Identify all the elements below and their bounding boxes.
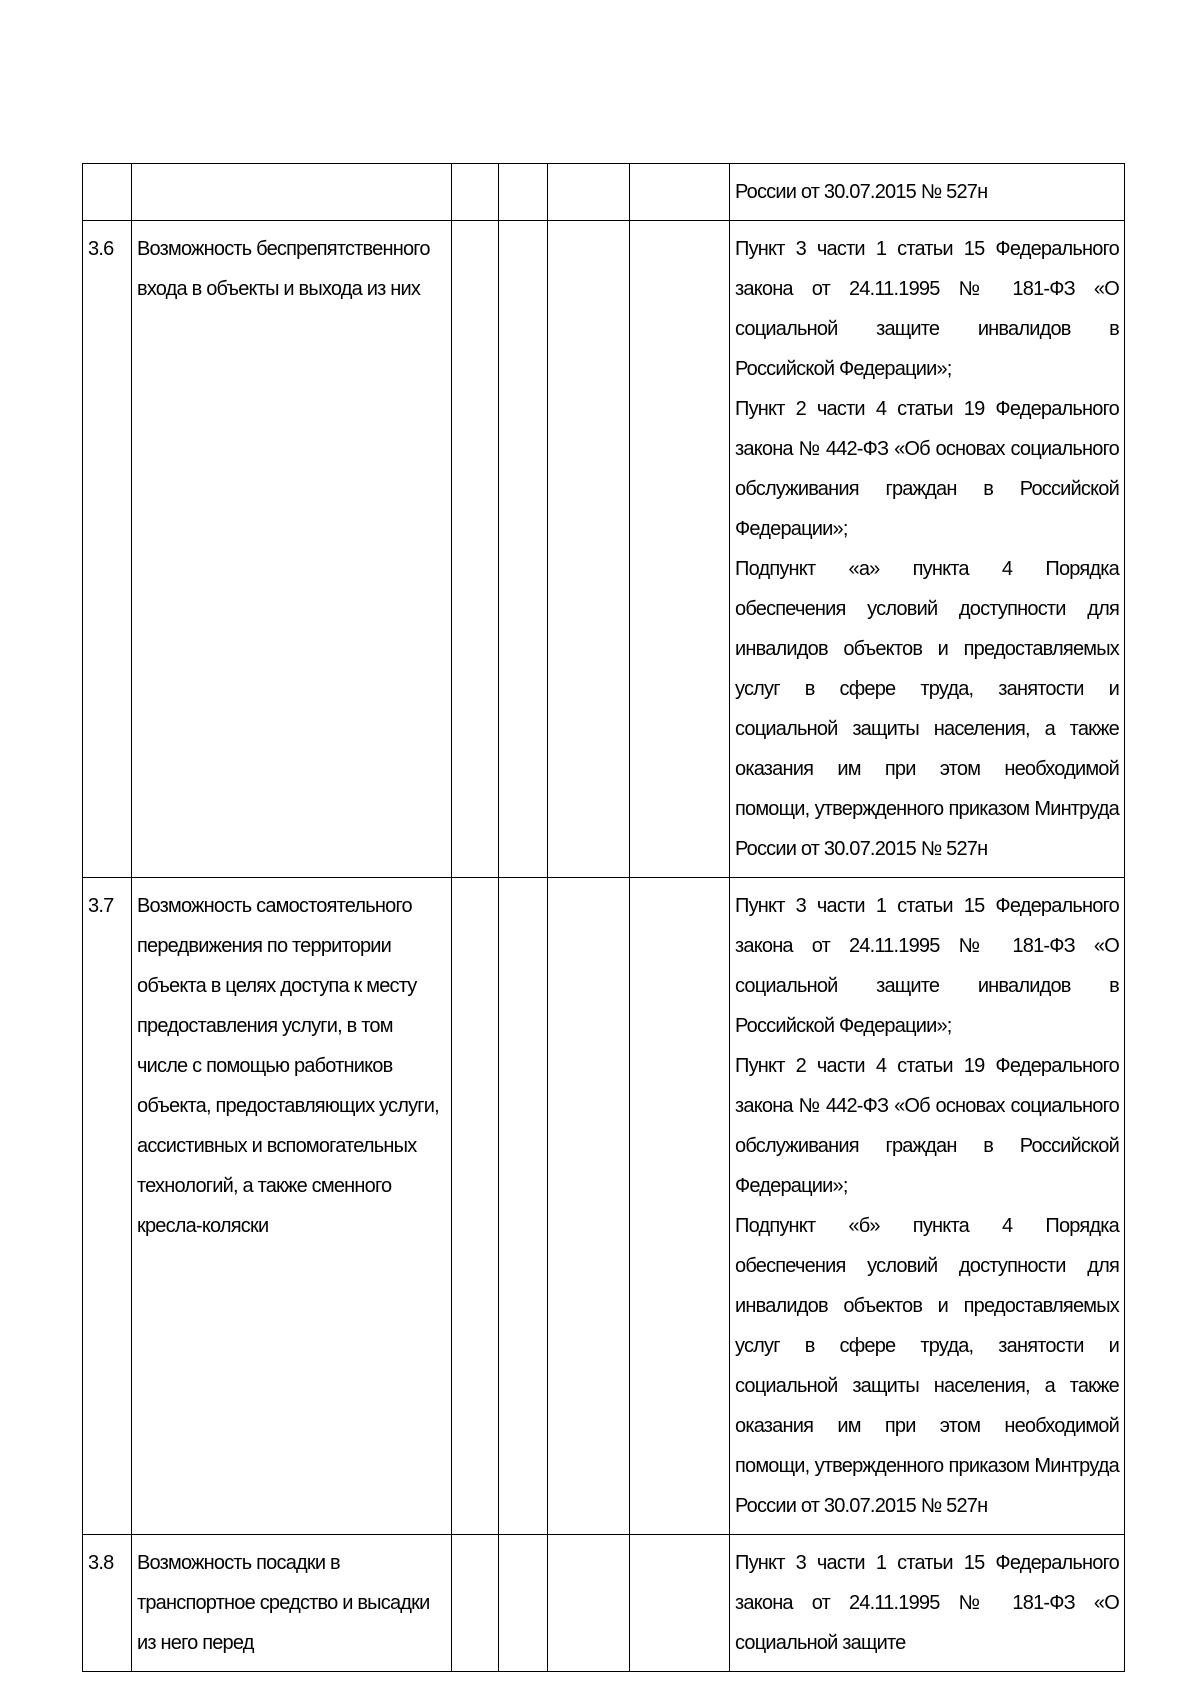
empty-cell (499, 221, 548, 878)
row-legal-reference (730, 221, 1125, 878)
row-number (83, 164, 132, 221)
reference-paragraph: Подпункт «а» пункта 4 Порядка обеспечения условий доступности для инвалидов объектов и предоставляемых услуг в сфере труда, занятости и социальной защиты населения, а также оказания им при этом необходимой помощи, утвержденного приказом Минтруда России от 30.07.2015 № 527н (735, 558, 1119, 860)
reference-paragraph: Пункт 3 части 1 статьи 15 Федерального закона от 24.11.1995 № 181-ФЗ «О социальной защите инвалидов в Российской Федерации»; (735, 238, 1119, 380)
row-description: Возможность посадки в транспортное средство и высадки из него перед (132, 1535, 452, 1672)
reference-paragraph: Подпункт «б» пункта 4 Порядка обеспечения условий доступности для инвалидов объектов и предоставляемых услуг в сфере труда, занятости и социальной защиты населения, а также оказания им при этом необходимой помощи, утвержденного приказом Минтруда России от 30.07.2015 № 527н (735, 1215, 1119, 1517)
table-row (83, 164, 1125, 221)
row-legal-reference (730, 878, 1125, 1535)
empty-cell (452, 878, 499, 1535)
reference-paragraph: Пункт 3 части 1 статьи 15 Федерального закона от 24.11.1995 № 181-ФЗ «О социальной защите инвалидов в Российской Федерации»; (735, 895, 1119, 1037)
table-row (83, 878, 1125, 1535)
empty-cell (548, 221, 630, 878)
row-description: Возможность самостоятельного передвижения по территории объекта в целях доступа к месту предоставления услуги, в том числе с помощью работников объекта, предоставляющих услуги, ассистивных и вспомогательных технологий, а также сменного кресла-коляски (132, 878, 452, 1535)
row-legal-reference (730, 164, 1125, 221)
empty-cell (548, 1535, 630, 1672)
table-row (83, 221, 1125, 878)
empty-cell (548, 878, 630, 1535)
row-legal-reference (730, 1535, 1125, 1672)
reference-paragraph: Пункт 2 части 4 статьи 19 Федерального закона № 442-ФЗ «Об основах социального обслуживания граждан в Российской Федерации»; (735, 398, 1119, 540)
reference-paragraph: Пункт 2 части 4 статьи 19 Федерального закона № 442-ФЗ «Об основах социального обслуживания граждан в Российской Федерации»; (735, 1055, 1119, 1197)
row-number: 3.7 (83, 878, 132, 1535)
empty-cell (548, 164, 630, 221)
row-description: Возможность беспрепятственного входа в объекты и выхода из них (132, 221, 452, 878)
row-description (132, 164, 452, 221)
table-row (83, 1535, 1125, 1672)
empty-cell (630, 221, 730, 878)
row-number: 3.8 (83, 1535, 132, 1672)
row-number: 3.6 (83, 221, 132, 878)
empty-cell (630, 878, 730, 1535)
empty-cell (452, 164, 499, 221)
reference-paragraph: Пункт 3 части 1 статьи 15 Федерального закона от 24.11.1995 № 181-ФЗ «О социальной защите (735, 1552, 1119, 1654)
reference-paragraph: России от 30.07.2015 № 527н (735, 181, 988, 203)
empty-cell (499, 878, 548, 1535)
empty-cell (499, 1535, 548, 1672)
empty-cell (499, 164, 548, 221)
empty-cell (630, 164, 730, 221)
document-table (82, 163, 1125, 1672)
empty-cell (452, 1535, 499, 1672)
empty-cell (452, 221, 499, 878)
empty-cell (630, 1535, 730, 1672)
